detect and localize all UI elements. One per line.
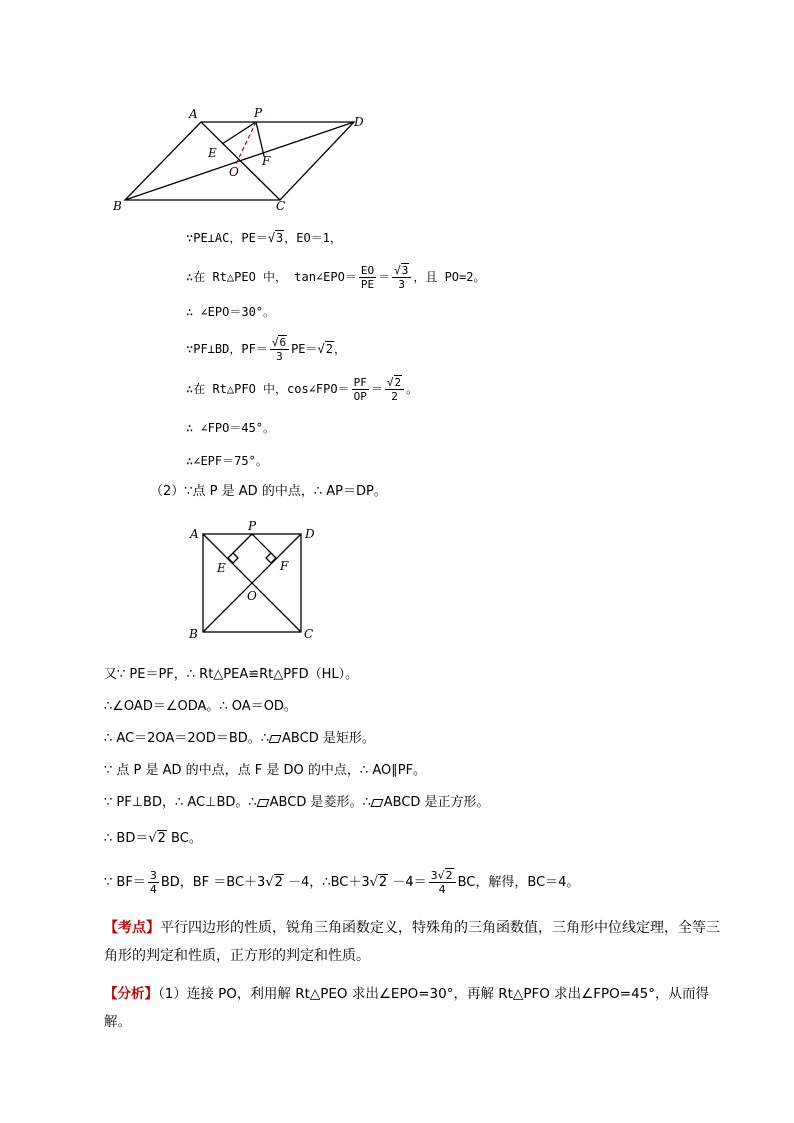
kaodian-text: 平行四边形的性质，锐角三角函数定义，特殊角的三角函数值，三角形中位线定理，全等三角形的判定和性质，正方形的判定和性质。 (104, 920, 720, 964)
right-angle-e (228, 553, 238, 563)
part1-line-2: ∴在 Rt△PEO 中， tan∠EPO＝ $\frac{EO}{PE}$ ＝ $\frac{√3}{3}$ ，且 PO=2。 (186, 264, 486, 291)
right-angle-f (266, 553, 276, 563)
label-o: O (229, 165, 239, 179)
part2-line-2: ∴∠OAD＝∠ODA。∴ OA＝OD。 (104, 699, 297, 714)
part1-line-8: （2）∵点 P 是 AD 的中点，∴ AP＝DP。 (150, 484, 387, 499)
part1-line-3: ∴ ∠EPO＝30°。 (186, 305, 276, 319)
part2-line-6: ∴ BD＝√2 BC。 (104, 829, 202, 849)
parallelogram-symbol-icon (370, 799, 383, 807)
part1-line-5: ∴在 Rt△PFO 中，cos∠FPO＝ $\frac{PF}{OP}$ ＝ $\frac{√2}{2}$ 。 (186, 376, 419, 403)
label-b: B (189, 627, 198, 641)
fraction-3sqrt2-4: $\frac{3√2}{4}$ (429, 869, 456, 896)
fraction-sqrt6-3: $\frac{√6}{3}$ (270, 336, 289, 363)
diagonal-bd (125, 122, 354, 200)
label-c: C (276, 199, 286, 213)
label-o: O (247, 589, 257, 603)
part2-line-1: 又∵ PE＝PF，∴ Rt△PEA≌Rt△PFD（HL）。 (104, 667, 359, 682)
part1-line-7: ∴∠EPF＝75°。 (186, 454, 268, 468)
parallelogram-symbol-icon (256, 799, 269, 807)
square-figure (184, 518, 324, 646)
sqrt-2: √2 (148, 831, 166, 846)
segment-pe (228, 534, 252, 558)
kaodian-paragraph (104, 914, 724, 970)
sqrt-2: √2 (265, 875, 283, 890)
part2-line-3: ∴ AC＝2OA＝2OD＝BD。∴ ABCD 是矩形。 (104, 731, 375, 746)
fraction-pf-op: $\frac{PF}{OP}$ (353, 376, 367, 403)
label-d: D (305, 527, 315, 541)
segment-pf (256, 122, 264, 156)
part2-line-5: ∵ PF⊥BD，∴ AC⊥BD。∴ ABCD 是菱形。∴ ABCD 是正方形。 (104, 795, 490, 810)
label-f: F (262, 154, 271, 168)
label-f: F (280, 559, 289, 573)
part2-line-7: ∵ BF＝ $\frac{3}{4}$ BD，BF ＝BC＋3√2 －4，∴BC＋3√2 －4＝ $\frac{3√2}{4}$ BC，解得，BC＝4。 (104, 869, 580, 896)
kaodian-tag: 【考点】 (104, 920, 160, 936)
fraction-3-4: $\frac{3}{4}$ (149, 869, 157, 896)
label-a: A (190, 527, 199, 541)
part1-line-6: ∴ ∠FPO＝45°。 (186, 421, 276, 435)
label-e: E (217, 561, 226, 575)
segment-pf (252, 534, 276, 558)
fenxi-text: （1）连接 PO，利用解 Rt△PEO 求出∠EPO=30°，再解 Rt△PFO 求出∠FPO=45°，从而得解。 (104, 986, 710, 1030)
label-e: E (208, 146, 217, 160)
segment-pe (222, 122, 256, 144)
part1-line-1: ∵PE⊥AC，PE＝√3，EO＝1， (186, 228, 342, 248)
sqrt-2: √2 (317, 342, 333, 356)
fraction-sqrt2-2: $\frac{√2}{2}$ (385, 376, 404, 403)
sqrt-3: √3 (267, 231, 284, 245)
label-b: B (113, 199, 122, 213)
label-a: A (189, 107, 198, 121)
parallelogram-symbol-icon (269, 735, 282, 743)
label-d: D (354, 115, 364, 129)
sqrt-2: √2 (369, 875, 388, 890)
fenxi-paragraph (104, 980, 724, 1036)
label-p: P (248, 519, 257, 533)
fenxi-tag: 【分析】 (104, 986, 158, 1002)
fraction-eo-pe: $\frac{EO}{PE}$ (360, 264, 375, 291)
part2-line-4: ∵ 点 P 是 AD 的中点，点 F 是 DO 的中点，∴ AO∥PF。 (104, 763, 427, 778)
label-c: C (304, 627, 314, 641)
part1-line-4: ∵PF⊥BD，PF＝ $\frac{√6}{3}$ PE＝√2， (186, 336, 346, 363)
fraction-sqrt3-3: $\frac{√3}{3}$ (392, 264, 411, 291)
parallelogram-figure (108, 104, 370, 214)
label-p: P (254, 106, 263, 120)
